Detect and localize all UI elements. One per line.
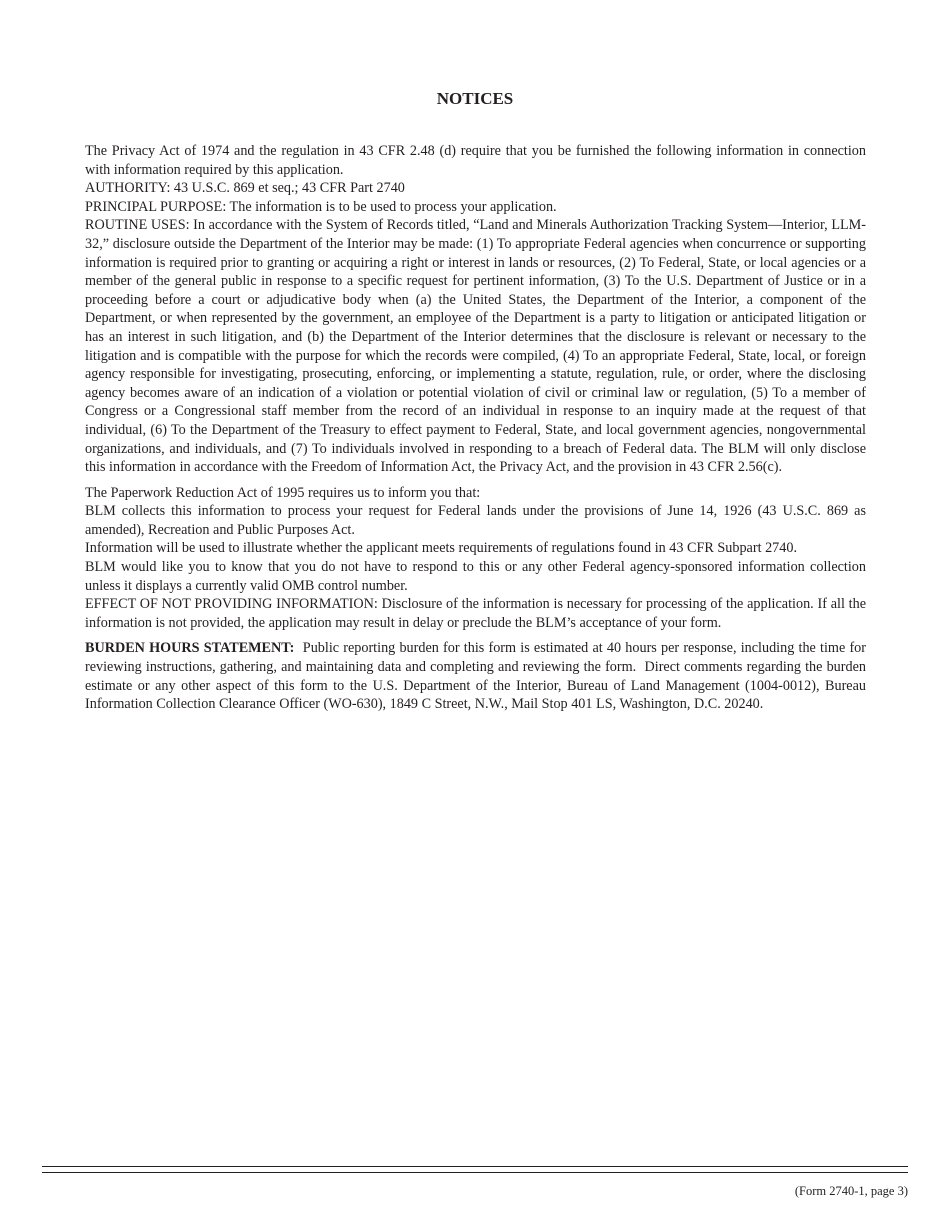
burden-hours-statement (85, 639, 870, 713)
page-title: NOTICES (436, 89, 514, 108)
information-use-paragraph: Information will be used to illustrate whether the applicant meets requirements of regulations found in 43 CFR Subpart 2740. (85, 540, 797, 557)
notices-body (85, 142, 870, 714)
authority-line: AUTHORITY: 43 U.S.C. 869 et seq.; 43 CFR Part 2740 (85, 180, 405, 197)
form-page-reference: (Form 2740-1, page 3) (794, 1184, 908, 1198)
burden-hours-text: Public reporting burden for this form is estimated at 40 hours per response, including the time for reviewing instructions, gathering, and maintaining data and completing and reviewing the form. Direct comments regarding the burden estimate or any other aspect of this form to the U.S. Department of the Interior, Bureau of Land Management (1004-0012), Bureau Information Collection Clearance Officer (WO-630), 1849 C Street, N.W., Mail Stop 401 LS, Washington, D.C. 20240. (85, 640, 870, 713)
paperwork-act-intro: The Paperwork Reduction Act of 1995 requires us to inform you that: (85, 484, 481, 501)
omb-control-paragraph: BLM would like you to know that you do not have to respond to this or any other Federal agency-sponsored information collection unless it displays a currently valid OMB control number. (85, 559, 866, 594)
routine-uses-paragraph: ROUTINE USES: In accordance with the System of Records titled, “Land and Minerals Authorization Tracking System—Interior, LLM-32,” disclosure outside the Department of the Interior may be made: (1) To appropriate Federal agencies when concurrence or supporting information is required prior to granting or acquiring a right or interest in lands or resources, (2) To Federal, State, or local agencies or a member of the general public in response to a specific request for pertinent information, (3) To the U.S. Department of Justice or in a proceeding before a court or adjudicative body when (a) the United States, the Department of the Interior, a component of the Department, or when represented by the government, an employee of the Department is a party to litigation or anticipated litigation or has an interest in such litigation, and (b) the Department of the Interior determines that the disclosure is relevant or necessary to the litigation and is compatible with the purpose for which the records were compiled, (4) To an appropriate Federal, State, local, or foreign agency responsible for investigating, prosecuting, enforcing, or implementing a statute, regulation, rule, or order, where the disclosing agency becomes aware of an indication of a violation or potential violation of civil or criminal law or regulation, (5) To a member of Congress or a Congressional staff member from the record of an individual in response to an inquiry made at the request of that individual, (6) To the Department of the Treasury to effect payment to Federal, State, and local government agencies, nongovernmental organizations, and individuals, and (7) To individuals involved in responding to a breach of Federal data. The BLM will only disclose this information in accordance with the Freedom of Information Act, the Privacy Act, and the provision in 43 CFR 2.56(c). (85, 217, 866, 476)
principal-purpose-line: PRINCIPAL PURPOSE: The information is to be used to process your application. (85, 198, 557, 215)
blm-collects-paragraph: BLM collects this information to process your request for Federal lands under the provisions of June 14, 1926 (43 U.S.C. 869 as amended), Recreation and Public Purposes Act. (85, 503, 866, 538)
footer-rule-bottom (42, 1172, 908, 1173)
effect-of-not-providing-paragraph: EFFECT OF NOT PROVIDING INFORMATION: Disclosure of the information is necessary for processing of the application. If all the information is not provided, the application may result in delay or preclude the BLM’s acceptance of your form. (85, 596, 866, 631)
footer-rule-top (42, 1166, 908, 1167)
privacy-act-intro: The Privacy Act of 1974 and the regulation in 43 CFR 2.48 (d) require that you be furnished the following information in connection with information required by this application. (85, 143, 866, 178)
burden-hours-label: BURDEN HOURS STATEMENT: (85, 640, 295, 657)
